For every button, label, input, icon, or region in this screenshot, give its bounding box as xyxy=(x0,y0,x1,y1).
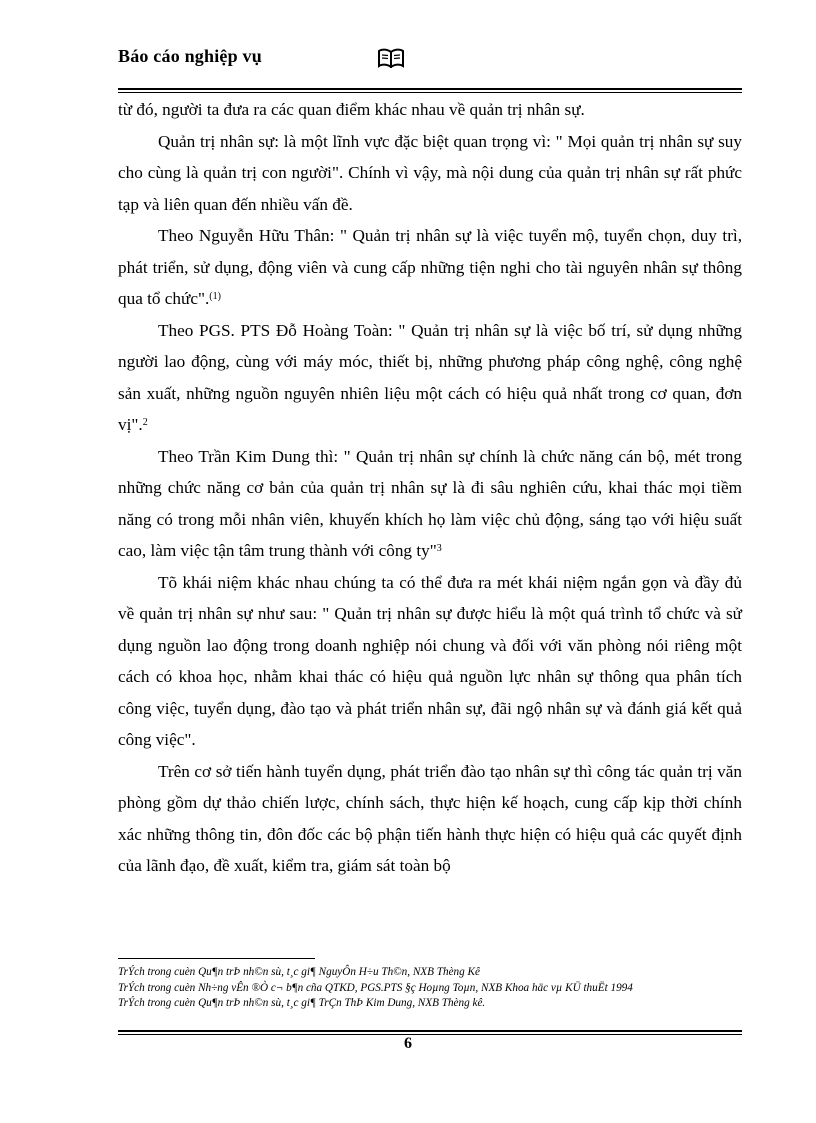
paragraph: từ đó, người ta đưa ra các quan điểm khác nhau về quản trị nhân sự. xyxy=(118,100,585,119)
footnotes xyxy=(118,965,742,1012)
paragraph xyxy=(118,315,742,441)
footnote-mark: 2 xyxy=(142,417,148,428)
paragraph: Trên cơ sở tiến hành tuyển dụng, phát triển đào tạo nhân sự thì công tác quản trị văn phòng gồm dự thảo chiến lược, chính sách, thực hiện kế hoạch, cung cấp kịp thời chính xác những thông tin, đôn đốc các bộ phận tiến hành thực hiện có hiệu quả các quyết định của lãnh đạo, đề xuất, kiểm tra, giám sát toàn bộ xyxy=(118,761,742,875)
paragraph xyxy=(118,220,742,315)
book-icon xyxy=(378,48,404,68)
paragraph xyxy=(118,441,742,567)
footnote-mark: 3 xyxy=(436,543,442,554)
page-header xyxy=(118,46,742,76)
paragraph: Tõ khái niệm khác nhau chúng ta có thể đưa ra mét khái niệm ngắn gọn và đầy đủ về quản trị nhân sự như sau: " Quản trị nhân sự được hiểu là một quá trình tổ chức và sử dụng nguồn lao động trong doanh nghiệp nói chung và đối với văn phòng nói riêng một cách có khoa học, nhằm khai thác có hiệu quả nguồn lực nhân sự thông qua phân tích công việc, tuyển dụng, đào tạo và phát triển nhân sự, đãi ngộ nhân sự và đánh giá kết quả công việc". xyxy=(118,572,742,749)
footnote-mark: (1) xyxy=(209,291,221,302)
page-number: 6 xyxy=(404,1035,412,1052)
footnote: TrÝch trong cuèn Qu¶n trÞ nh©n sù, t¸c gi¶ TrÇn ThÞ Kim Dung, NXB Thèng kê. xyxy=(118,997,486,1009)
footnote-separator xyxy=(118,958,315,959)
paragraph-text: Theo Nguyễn Hữu Thân: " Quản trị nhân sự là việc tuyển mộ, tuyển chọn, duy trì, phát triển, sử dụng, động viên và cung cấp những tiện nghi cho tài nguyên nhân sự thông qua tổ chức". xyxy=(118,226,742,308)
paragraph: Quản trị nhân sự: là một lĩnh vực đặc biệt quan trọng vì: " Mọi quản trị nhân sự suy cho cùng là quản trị con người". Chính vì vậy, mà nội dung của quản trị nhân sự rất phức tạp và liên quan đến nhiều vấn đề. xyxy=(118,131,742,214)
header-title: Báo cáo nghiệp vụ xyxy=(118,46,262,66)
paragraph-text: Theo Trần Kim Dung thì: " Quản trị nhân sự chính là chức năng cán bộ, mét trong những chức năng cơ bản của quản trị nhân sự là đi sâu nghiên cứu, khai thác mọi tiềm năng có trong mỗi nhân viên, khuyến khích họ làm việc chủ động, sáng tạo với hiệu suất cao, làm việc tận tâm trung thành với công ty" xyxy=(118,446,742,560)
body-text xyxy=(118,94,742,882)
paragraph-text: Theo PGS. PTS Đỗ Hoàng Toàn: " Quản trị nhân sự là việc bố trí, sử dụng những người lao động, cùng với máy móc, thiết bị, những phương pháp công nghệ, công nghệ sản xuất, những nguồn nguyên nhiên liệu một cách có hiệu quả nhất trong cơ quan, đơn vị". xyxy=(118,320,742,434)
footnote: TrÝch trong cuèn Qu¶n trÞ nh©n sù, t¸c gi¶ NguyÔn H÷u Th©n, NXB Thèng Kê xyxy=(118,966,480,978)
header-rule xyxy=(118,88,742,93)
footnote: TrÝch trong cuèn Nh÷ng vÊn ®Ò c¬ b¶n cña QTKD, PGS.PTS §ç Hoµng Toµn, NXB Khoa häc vµ KÜ thuËt 1994 xyxy=(118,981,633,994)
